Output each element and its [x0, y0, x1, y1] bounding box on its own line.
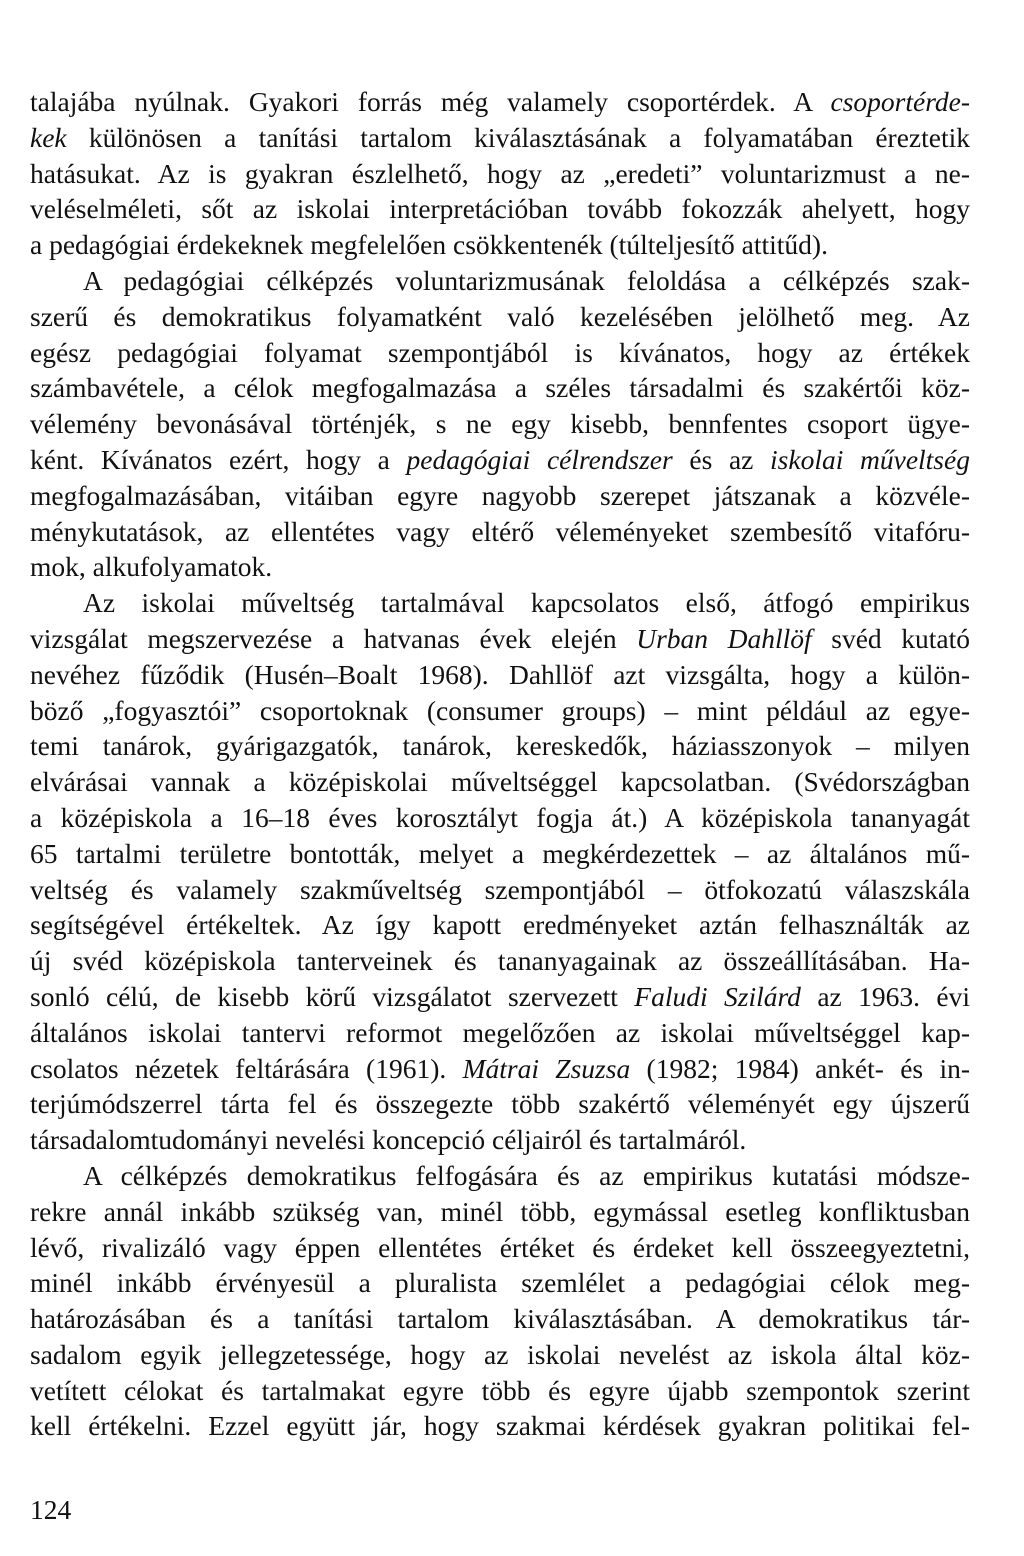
text-segment: a középiskola a 16–18 éves korosztályt fogja át.) A középiskola tananyagát — [30, 801, 970, 833]
text-segment: minél inkább érvényesül a pluralista szemlélet a pedagógiai célok meg- — [30, 1267, 970, 1299]
text-segment: sadalom egyik jellegzetessége, hogy az iskolai nevelést az iskola által köz- — [30, 1338, 970, 1370]
text-line — [30, 907, 970, 943]
text-line — [30, 227, 970, 263]
text-line — [30, 335, 970, 371]
text-segment: vizsgálat megszervezése a hatvanas évek elején — [30, 622, 637, 654]
italic-text: kek — [30, 121, 67, 153]
italic-text: Mátrai Zsuzsa — [462, 1052, 631, 1084]
italic-text: pedagógiai célrendszer — [406, 443, 673, 475]
text-line — [30, 764, 970, 800]
text-segment: mok, alkufolyamatok. — [30, 551, 273, 583]
text-line — [30, 120, 970, 156]
text-line — [30, 979, 970, 1015]
text-line — [30, 442, 970, 478]
text-segment: lévő, rivalizáló vagy éppen ellentétes értéket és érdeket kell összeegyeztetni, — [30, 1231, 970, 1263]
text-line — [30, 621, 970, 657]
text-segment: Az iskolai műveltség tartalmával kapcsolatos első, átfogó empirikus — [83, 587, 970, 619]
text-line — [30, 585, 970, 621]
text-line — [30, 657, 970, 693]
text-segment: a pedagógiai érdekeknek megfelelően csökkentenék (túlteljesítő attitűd). — [30, 229, 828, 261]
text-segment: általános iskolai tantervi reformot megelőzően az iskolai műveltséggel kap- — [30, 1016, 970, 1048]
italic-text: Urban Dahllöf — [636, 622, 812, 654]
text-line — [30, 1122, 970, 1158]
text-line — [30, 1158, 970, 1194]
text-line — [30, 693, 970, 729]
text-segment: vélemény bevonásával történjék, s ne egy kisebb, bennfentes csoport ügye- — [30, 408, 970, 440]
text-segment: sonló célú, de kisebb körű vizsgálatot szervezett — [30, 980, 635, 1012]
text-line — [30, 549, 970, 585]
italic-text: csoportérde- — [830, 86, 970, 117]
text-line — [30, 1194, 970, 1230]
text-line — [30, 478, 970, 514]
text-segment: ménykutatások, az ellentétes vagy eltérő véleményeket szembesítő vitafóru- — [30, 515, 970, 547]
text-segment: szerű és demokratikus folyamatként való kezelésében jelölhető meg. Az — [30, 300, 970, 332]
italic-text: iskolai műveltség — [770, 443, 970, 475]
text-line — [30, 84, 970, 120]
text-line — [30, 1373, 970, 1409]
text-segment: határozásában és a tanítási tartalom kiválasztásában. A demokratikus tár- — [30, 1303, 970, 1335]
text-segment: elvárásai vannak a középiskolai műveltséggel kapcsolatban. (Svédországban — [30, 766, 970, 798]
text-line — [30, 406, 970, 442]
text-line — [30, 1337, 970, 1373]
text-line — [30, 514, 970, 550]
text-line — [30, 836, 970, 872]
text-segment: veléselméleti, sőt az iskolai interpretációban tovább fokozzák ahelyett, hogy — [30, 193, 970, 225]
page-body — [30, 84, 970, 1444]
text-line — [30, 263, 970, 299]
text-segment: különösen a tanítási tartalom kiválasztásának a folyamatában éreztetik — [66, 121, 970, 153]
text-line — [30, 370, 970, 406]
text-segment: új svéd középiskola tanterveinek és tananyagainak az összeállításában. Ha- — [30, 945, 970, 977]
text-line — [30, 156, 970, 192]
text-segment: csolatos nézetek feltárására (1961). — [30, 1052, 463, 1084]
text-segment: segítségével értékeltek. Az így kapott eredményeket aztán felhasználták az — [30, 909, 970, 941]
text-line — [30, 1230, 970, 1266]
italic-text: Faludi Szilárd — [634, 980, 801, 1012]
text-segment: (1982; 1984) ankét- és in- — [630, 1052, 970, 1084]
page-number: 124 — [30, 1494, 72, 1525]
text-line — [30, 728, 970, 764]
text-line — [30, 1015, 970, 1051]
text-line — [30, 800, 970, 836]
text-segment: A pedagógiai célképzés voluntarizmusának feloldása a célképzés szak- — [83, 264, 970, 296]
text-segment: egész pedagógiai folyamat szempontjából is kívánatos, hogy az értékek — [30, 336, 970, 368]
text-segment: talajába nyúlnak. Gyakori forrás még valamely csoportérdek. A — [30, 86, 831, 117]
text-line — [30, 191, 970, 227]
text-segment: terjúmódszerrel tárta fel és összegezte több szakértő véleményét egy újszerű — [30, 1088, 970, 1120]
text-segment: és az — [672, 443, 771, 475]
text-line — [30, 1086, 970, 1122]
text-line — [30, 872, 970, 908]
text-segment: az 1963. évi — [800, 980, 970, 1012]
text-segment: hatásukat. Az is gyakran észlelhető, hogy az „eredeti” voluntarizmust a ne- — [30, 157, 970, 189]
text-segment: böző „fogyasztói” csoportoknak (consumer groups) – mint például az egye- — [30, 694, 970, 726]
text-line — [30, 299, 970, 335]
text-line — [30, 1265, 970, 1301]
text-line — [30, 943, 970, 979]
text-segment: A célképzés demokratikus felfogására és az empirikus kutatási módsze- — [83, 1159, 970, 1191]
text-segment: számbavétele, a célok megfogalmazása a széles társadalmi és szakértői köz- — [30, 372, 970, 404]
text-segment: társadalomtudományi nevelési koncepció céljairól és tartalmáról. — [30, 1124, 747, 1156]
text-segment: 65 tartalmi területre bontották, melyet a megkérdezettek – az általános mű- — [30, 837, 970, 869]
text-line — [30, 1408, 970, 1444]
text-segment: vetített célokat és tartalmakat egyre több és egyre újabb szempontok szerint — [30, 1374, 970, 1406]
text-line — [30, 1301, 970, 1337]
text-segment: svéd kutató — [811, 622, 970, 654]
text-segment: ként. Kívánatos ezért, hogy a — [30, 443, 407, 475]
text-segment: nevéhez fűződik (Husén–Boalt 1968). Dahllöf azt vizsgálta, hogy a külön- — [30, 658, 970, 690]
text-line — [30, 1051, 970, 1087]
text-segment: rekre annál inkább szükség van, minél több, egymással esetleg konfliktusban — [30, 1195, 970, 1227]
text-segment: veltség és valamely szakműveltség szempontjából – ötfokozatú válaszskála — [30, 873, 970, 905]
text-segment: kell értékelni. Ezzel együtt jár, hogy szakmai kérdések gyakran politikai fel- — [30, 1410, 970, 1442]
text-segment: megfogalmazásában, vitáiban egyre nagyobb szerepet játszanak a közvéle- — [30, 479, 970, 511]
text-segment: temi tanárok, gyárigazgatók, tanárok, kereskedők, háziasszonyok – milyen — [30, 730, 970, 762]
